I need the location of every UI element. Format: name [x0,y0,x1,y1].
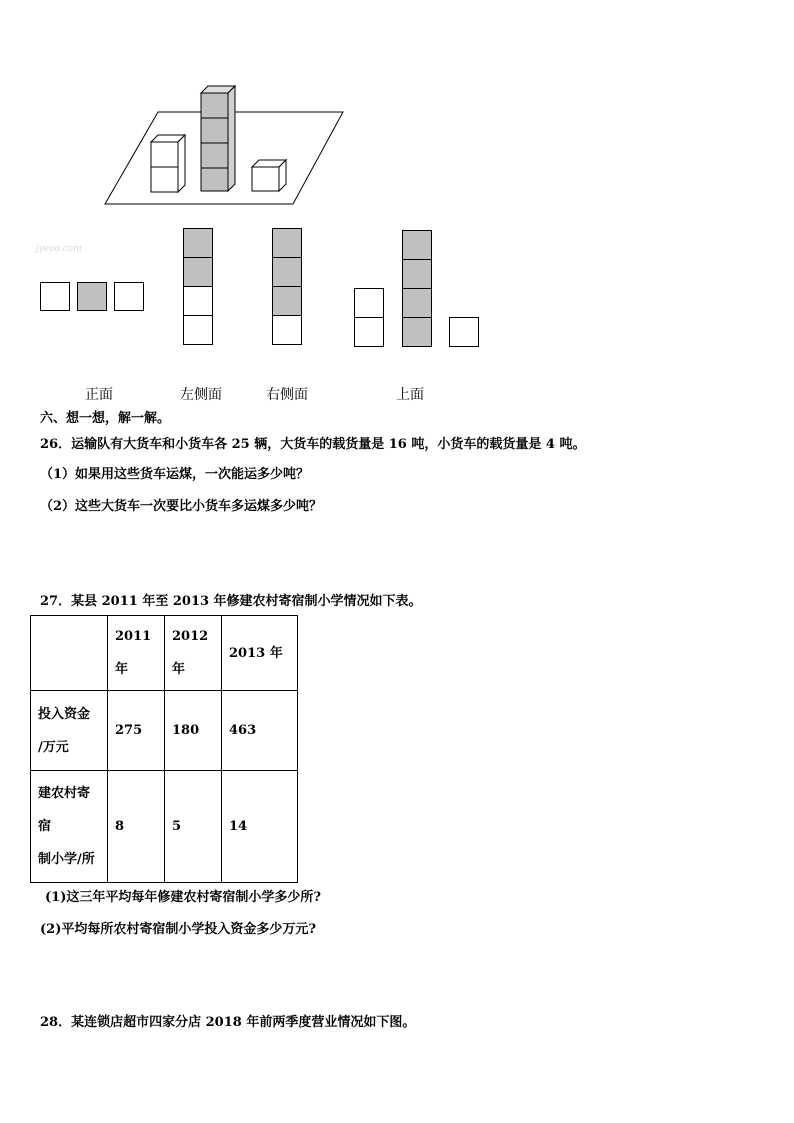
watermark-text: jyeoo.com [36,244,82,254]
header-year-number: 2011 [115,629,152,644]
view-square [40,282,70,311]
row-label-cell [31,771,108,883]
section-heading: 六、想一想，解一解。 [40,411,171,426]
view-square [354,288,384,318]
table-header-cell [108,616,165,691]
question-27-stem: 27．某县 2011 年至 2013 年修建农村寄宿制小学情况如下表。 [40,594,422,609]
view-square [272,228,302,258]
table-row [31,691,298,771]
view-square [354,317,384,347]
view-square [114,282,144,311]
table-header-cell [165,616,222,691]
view-square [272,257,302,287]
table-row [31,771,298,883]
table-header-row [31,616,298,691]
row-label-line: 宿 [38,819,52,834]
view-square [402,288,432,318]
table-corner-cell [31,616,108,691]
question-26-part-2: （2）这些大货车一次要比小货车多运煤多少吨？ [40,499,323,514]
header-year-number: 2012 [172,629,209,644]
question-28-stem: 28．某连锁店超市四家分店 2018 年前两季度营业情况如下图。 [40,1015,416,1030]
question-26-stem: 26．运输队有大货车和小货车各 25 辆，大货车的载货量是 16 吨，小货车的载货量是 4 吨。 [40,437,586,452]
table-cell: 8 [108,771,165,883]
table-cell: 275 [108,691,165,771]
header-year-unit: 年 [172,662,186,677]
view-square [402,259,432,289]
table-cell: 5 [165,771,222,883]
school-construction-table [30,615,298,883]
view-square [402,317,432,347]
cube-arrangement-figure [95,80,355,210]
view-square [272,286,302,316]
view-square [183,257,213,287]
cube-single [252,160,286,191]
view-label-front: 正面 [85,387,113,403]
table-header-cell [222,616,298,691]
view-square [183,315,213,345]
question-26-part-1: （1）如果用这些货车运煤，一次能运多少吨？ [40,467,310,482]
row-label-line: 投入资金 [38,706,91,722]
row-label-line: 制小学/所 [38,852,95,867]
view-label-left: 左侧面 [180,387,222,403]
view-square [183,286,213,316]
view-label-right: 右侧面 [266,387,308,403]
cube-stack-left [151,135,185,192]
view-square [272,315,302,345]
table-cell: 463 [222,691,298,771]
cube-stack-tall [201,86,235,191]
header-year-unit: 年 [115,662,129,677]
table-cell: 14 [222,771,298,883]
row-label-line: 建农村寄 [38,786,91,801]
row-label-line: /万元 [38,739,69,755]
view-square [77,282,107,311]
header-year: 2013 年 [229,645,283,661]
view-square [449,317,479,347]
view-label-top: 上面 [396,387,424,403]
question-27-part-1: (1)这三年平均每年修建农村寄宿制小学多少所? [45,890,321,905]
row-label-cell [31,691,108,771]
view-square [183,228,213,258]
view-square [402,230,432,260]
table-cell: 180 [165,691,222,771]
question-27-part-2: (2)平均每所农村寄宿制小学投入资金多少万元? [40,922,316,937]
